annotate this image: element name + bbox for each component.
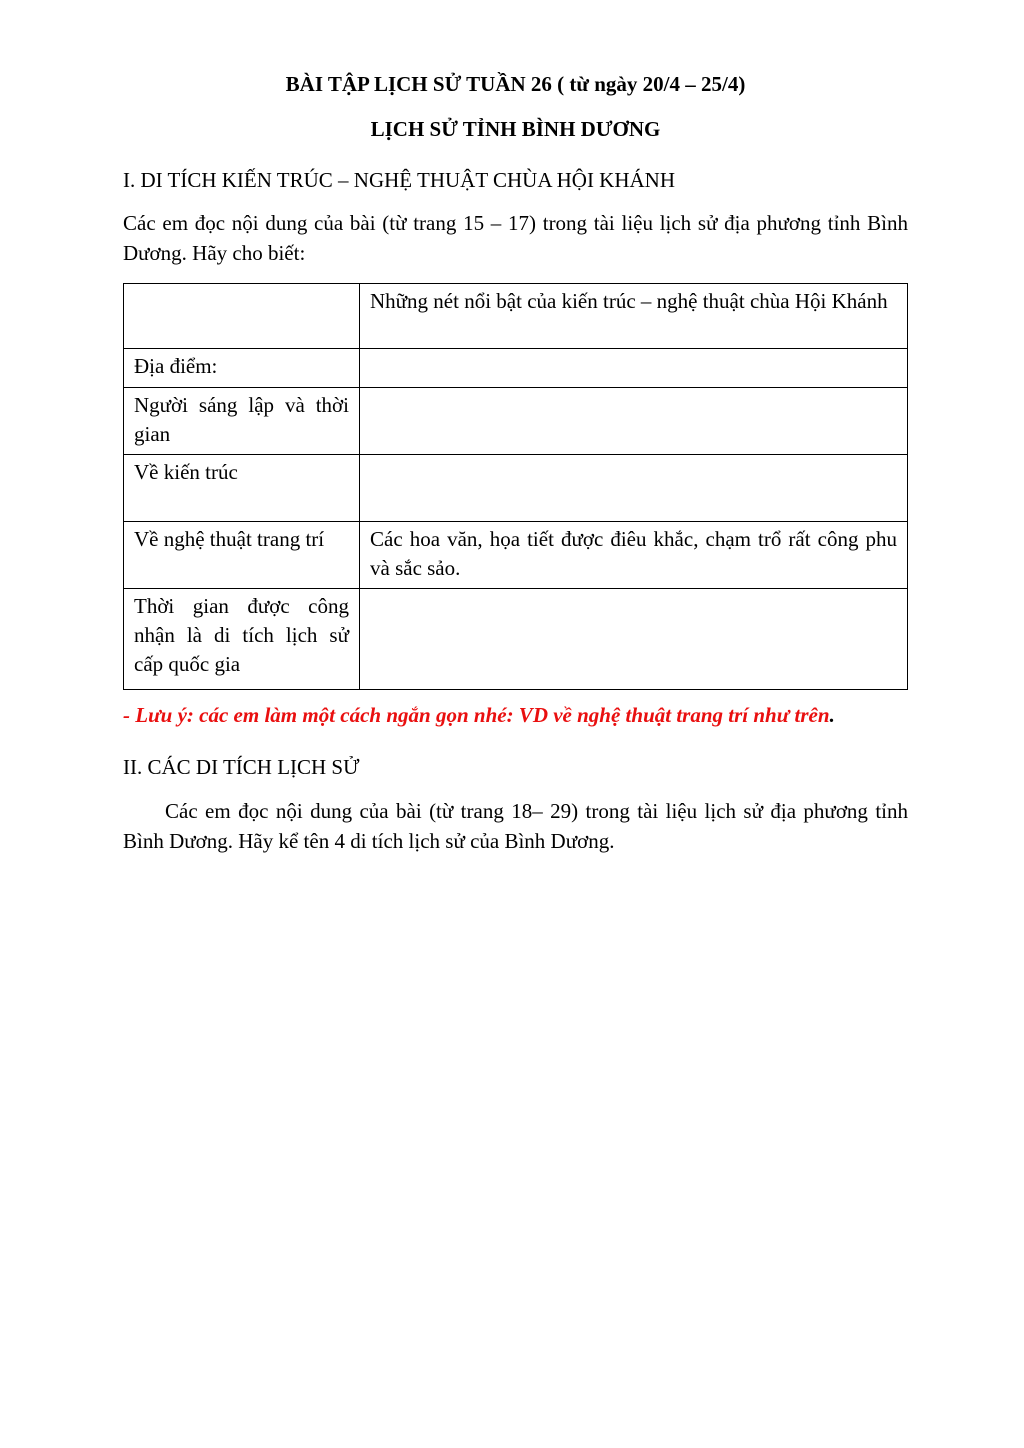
table-row <box>124 521 908 588</box>
section1-heading: I. DI TÍCH KIẾN TRÚC – NGHỆ THUẬT CHÙA HỘI KHÁNH <box>123 167 676 192</box>
row-label-ve-nghe-thuat: Về nghệ thuật trang trí <box>124 521 360 588</box>
table-row <box>124 387 908 454</box>
hoi-khanh-table <box>123 283 908 690</box>
teacher-note <box>123 700 908 732</box>
teacher-note-text: - Lưu ý: các em làm một cách ngắn gọn nhé: VD về nghệ thuật trang trí như trên <box>123 702 830 727</box>
table-row <box>124 348 908 387</box>
row-answer-thoi-gian-cong-nhan <box>360 588 908 689</box>
row-answer-ve-kien-truc <box>360 454 908 521</box>
table-row <box>124 454 908 521</box>
document-title: BÀI TẬP LỊCH SỬ TUẦN 26 ( từ ngày 20/4 – 25/4) <box>285 72 746 96</box>
row-answer-nguoi-sang-lap <box>360 387 908 454</box>
table-header-empty-cell <box>124 283 360 348</box>
document-subtitle: LỊCH SỬ TỈNH BÌNH DƯƠNG <box>370 117 661 142</box>
row-label-thoi-gian-cong-nhan: Thời gian được công nhận là di tích lịch sử cấp quốc gia <box>124 588 360 689</box>
row-label-nguoi-sang-lap: Người sáng lập và thời gian <box>124 387 360 454</box>
section1-intro-paragraph: Các em đọc nội dung của bài (từ trang 15 – 17) trong tài liệu lịch sử địa phương tỉnh Bình Dương. Hãy cho biết: <box>123 211 908 266</box>
section2-intro-paragraph: Các em đọc nội dung của bài (từ trang 18– 29) trong tài liệu lịch sử địa phương tỉnh Bình Dương. Hãy kể tên 4 di tích lịch sử của Bình Dương. <box>123 798 908 854</box>
row-label-dia-diem: Địa điểm: <box>124 348 360 387</box>
row-answer-ve-nghe-thuat: Các hoa văn, họa tiết được điêu khắc, chạm trổ rất công phu và sắc sảo. <box>360 521 908 588</box>
table-row <box>124 588 908 689</box>
row-answer-dia-diem <box>360 348 908 387</box>
section2-heading: II. CÁC DI TÍCH LỊCH SỬ <box>123 755 360 780</box>
table-header-cell: Những nét nổi bật của kiến trúc – nghệ thuật chùa Hội Khánh <box>360 283 908 348</box>
row-label-ve-kien-truc: Về kiến trúc <box>124 454 360 521</box>
table-row <box>124 283 908 348</box>
teacher-note-period: . <box>829 702 835 727</box>
